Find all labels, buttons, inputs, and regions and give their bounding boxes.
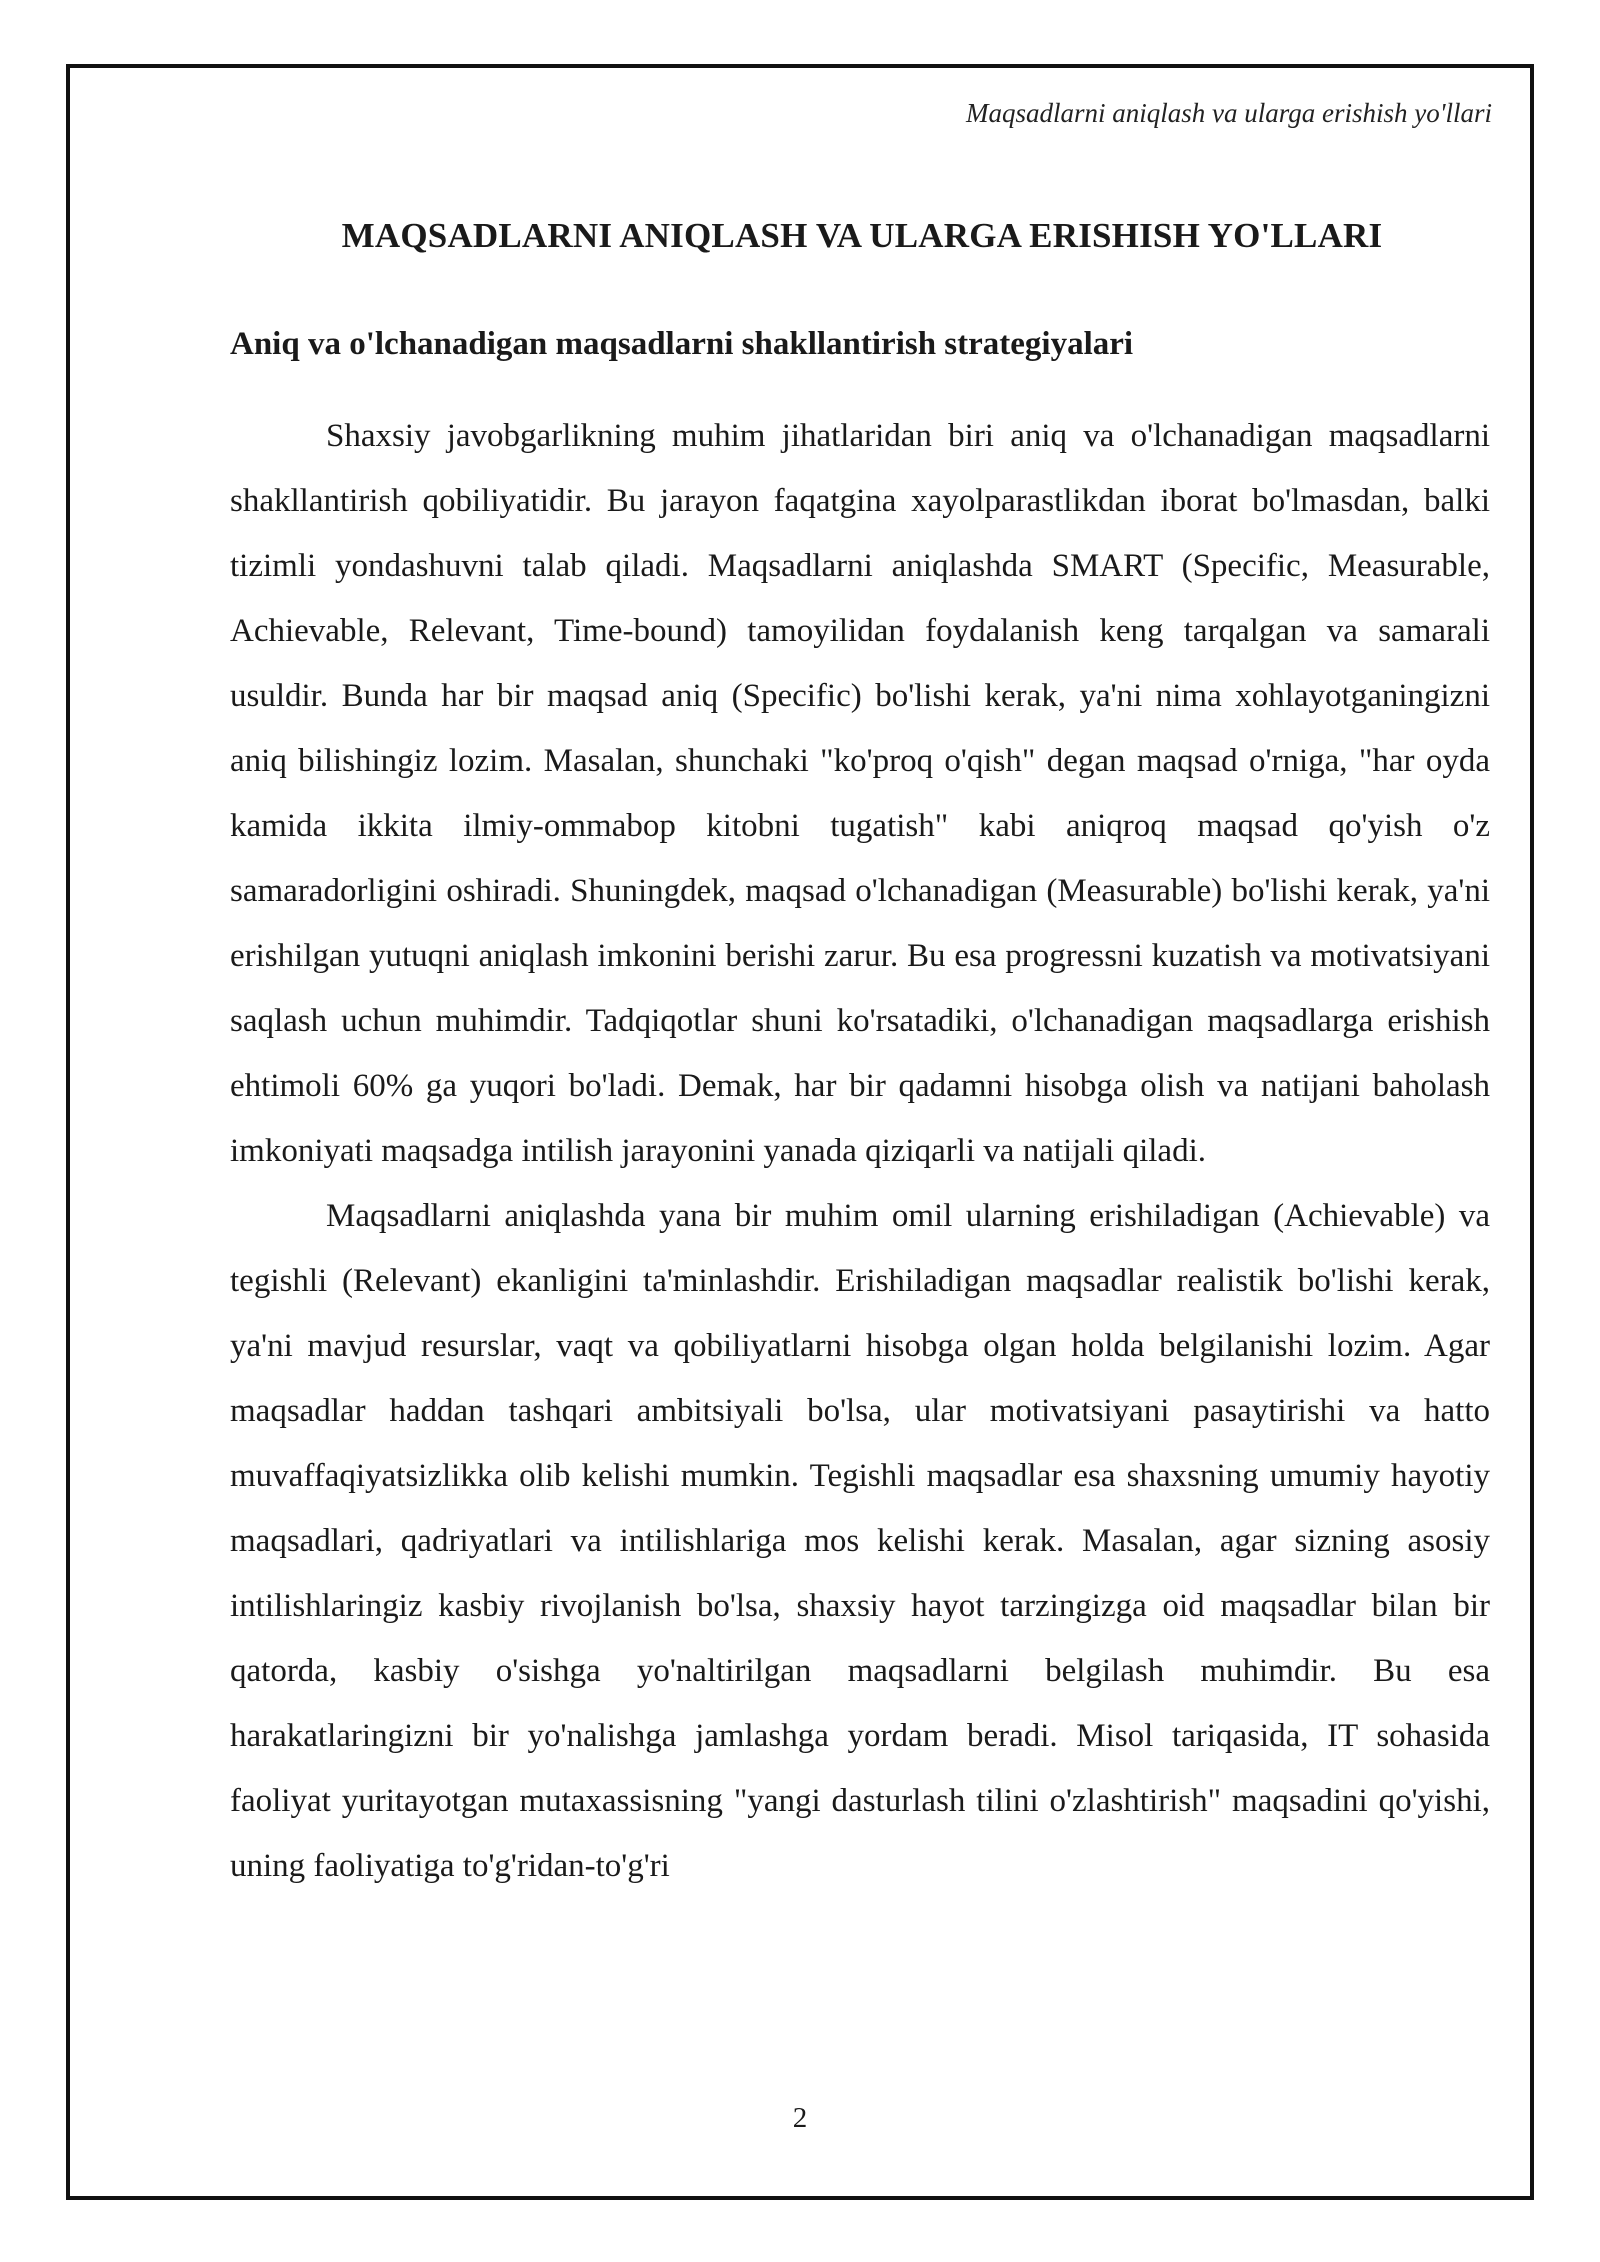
body-text bbox=[230, 404, 1490, 1899]
document-title: MAQSADLARNI ANIQLASH VA ULARGA ERISHISH YO'LLARI bbox=[341, 216, 1383, 255]
paragraph-2: Maqsadlarni aniqlashda yana bir muhim omil ularning erishiladigan (Achievable) va tegishli (Relevant) ekanligini ta'minlashdir. Erishiladigan maqsadlar realistik bo'lishi kerak, ya'ni mavjud resurslar, vaqt va qobiliyatlarni hisobga olgan holda belgilanishi lozim. Agar maqsadlar haddan tashqari ambitsiyali bo'lsa, ular motivatsiyani pasaytirishi va hatto muvaffaqiyatsizlikka olib kelishi mumkin. Tegishli maqsadlar esa shaxsning umumiy hayotiy maqsadlari, qadriyatlari va intilishlariga mos kelishi kerak. Masalan, agar sizning asosiy intilishlaringiz kasbiy rivojlanish bo'lsa, shaxsiy hayot tarzingizga oid maqsadlar bilan bir qatorda, kasbiy o'sishga yo'naltirilgan maqsadlarni belgilash muhimdir. Bu esa harakatlaringizni bir yo'nalishga jamlashga yordam beradi. Misol tariqasida, IT sohasida faoliyat yuritayotgan mutaxassisning "yangi dasturlash tilini o'zlashtirish" maqsadini qo'yishi, uning faoliyatiga to'g'ridan-to'g'ri bbox=[230, 1198, 1490, 1884]
paragraph-1: Shaxsiy javobgarlikning muhim jihatlaridan biri aniq va o'lchanadigan maqsadlarni shakllantirish qobiliyatidir. Bu jarayon faqatgina xayolparastlikdan iborat bo'lmasdan, balki tizimli yondashuvni talab qiladi. Maqsadlarni aniqlashda SMART (Specific, Measurable, Achievable, Relevant, Time-bound) tamoyilidan foydalanish keng tarqalgan va samarali usuldir. Bunda har bir maqsad aniq (Specific) bo'lishi kerak, ya'ni nima xohlayotganingizni aniq bilishingiz lozim. Masalan, shunchaki "ko'proq o'qish" degan maqsad o'rniga, "har oyda kamida ikkita ilmiy-ommabop kitobni tugatish" kabi aniqroq maqsad qo'yish o'z samaradorligini oshiradi. Shuningdek, maqsad o'lchanadigan (Measurable) bo'lishi kerak, ya'ni erishilgan yutuqni aniqlash imkonini berishi zarur. Bu esa progressni kuzatish va motivatsiyani saqlash uchun muhimdir. Tadqiqotlar shuni ko'rsatadiki, o'lchanadigan maqsadlarga erishish ehtimoli 60% ga yuqori bo'ladi. Demak, har bir qadamni hisobga olish va natijani baholash imkoniyati maqsadga intilish jarayonini yanada qiziqarli va natijali qiladi. bbox=[230, 418, 1490, 1169]
section-heading: Aniq va o'lchanadigan maqsadlarni shakllantirish strategiyalari bbox=[230, 326, 1134, 362]
page-number: 2 bbox=[792, 2102, 808, 2134]
running-header: Maqsadlarni aniqlash va ularga erishish yo'llari bbox=[965, 98, 1492, 128]
